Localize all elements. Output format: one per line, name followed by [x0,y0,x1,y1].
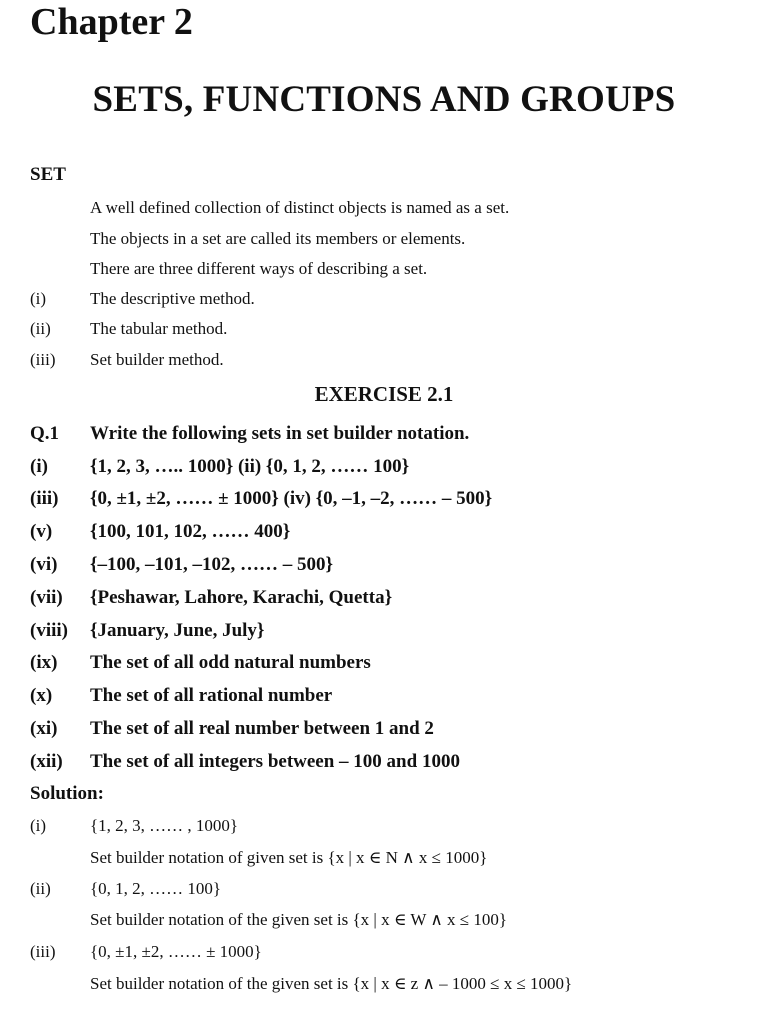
part-text: {January, June, July} [90,620,265,641]
part-number: (x) [30,685,53,706]
section-heading: SET [30,164,66,185]
method-text: Set builder method. [90,350,224,369]
part-text: The set of all real number between 1 and 2 [90,718,434,739]
solution-answer: Set builder notation of the given set is {x | x ∈ z ∧ – 1000 ≤ x ≤ 1000} [90,974,573,993]
page-title: SETS, FUNCTIONS AND GROUPS [92,79,676,120]
part-number: (vi) [30,554,58,575]
method-number: (iii) [30,350,56,369]
part-number: (v) [30,521,53,542]
part-text: {100, 101, 102, …… 400} [90,521,291,542]
intro-line: A well defined collection of distinct objects is named as a set. [90,198,510,217]
part-text: {1, 2, 3, ….. 1000} (ii) {0, 1, 2, …… 100} [90,456,410,477]
question-number: Q.1 [30,423,60,444]
intro-line: There are three different ways of describing a set. [90,259,428,278]
part-text: {–100, –101, –102, …… – 500} [90,554,333,575]
exercise-title: EXERCISE 2.1 [314,382,454,406]
solution-set: {0, 1, 2, …… 100} [90,879,222,898]
solution-number: (iii) [30,942,56,961]
method-text: The descriptive method. [90,289,255,308]
method-number: (ii) [30,319,51,338]
solution-number: (i) [30,816,47,835]
part-text: The set of all rational number [90,685,333,706]
part-number: (ix) [30,652,58,673]
chapter-heading: Chapter 2 [30,1,193,43]
solution-set: {0, ±1, ±2, …… ± 1000} [90,942,262,961]
solution-set: {1, 2, 3, …… , 1000} [90,816,239,835]
solution-number: (ii) [30,879,51,898]
part-number: (viii) [30,620,68,641]
part-text: The set of all odd natural numbers [90,652,371,673]
part-number: (xi) [30,718,58,739]
part-text: {Peshawar, Lahore, Karachi, Quetta} [90,587,393,608]
solution-answer: Set builder notation of the given set is {x | x ∈ W ∧ x ≤ 100} [90,910,508,929]
solution-answer: Set builder notation of given set is {x | x ∈ N ∧ x ≤ 1000} [90,848,488,867]
solution-heading: Solution: [30,783,104,804]
part-number: (xii) [30,751,63,772]
part-text: {0, ±1, ±2, …… ± 1000} (iv) {0, –1, –2, …… – 500} [90,488,493,509]
part-text: The set of all integers between – 100 and 1000 [90,751,460,772]
intro-line: The objects in a set are called its members or elements. [90,229,466,248]
question-text: Write the following sets in set builder notation. [90,423,470,444]
method-number: (i) [30,289,47,308]
part-number: (i) [30,456,48,477]
part-number: (vii) [30,587,63,608]
method-text: The tabular method. [90,319,228,338]
part-number: (iii) [30,488,59,509]
